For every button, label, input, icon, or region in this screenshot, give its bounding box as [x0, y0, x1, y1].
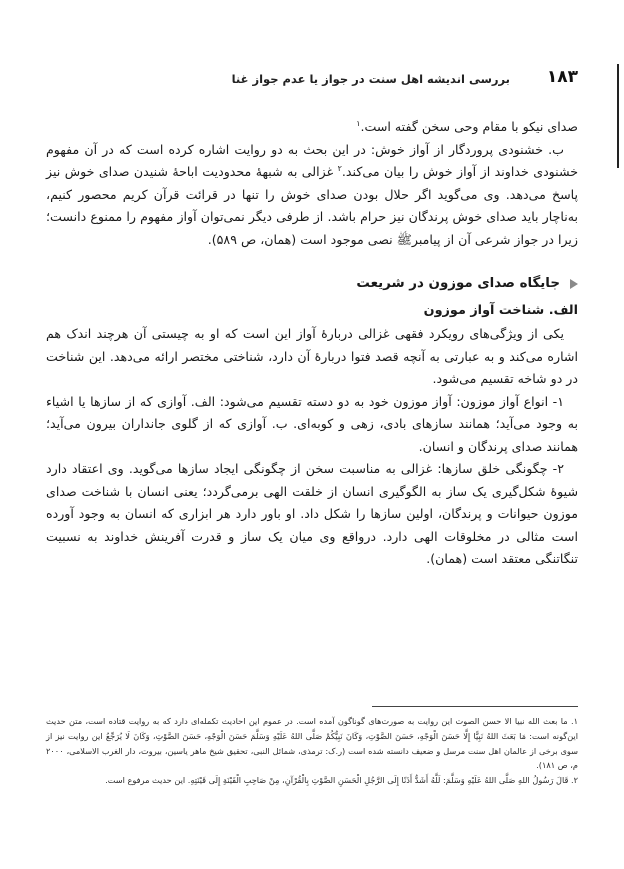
paragraph-divine-pleasure	[46, 139, 578, 252]
paragraph-text-continued: غزالی به شبههٔ محدودیت اباحهٔ شنیدن صدای خوش نیز پاسخ می‌دهد. وی می‌گوید اگر حلال بودن صدای خوش را تنها در قرائت قرآن کریم محصور کنیم، به‌ناچار باید صدای خوش پرندگان نیز حرام باشد. از طرفی دیگر نمی‌توان آواز مفهوم را ممنوع دانست؛ زیرا در جواز شرعی آن از پیامبرﷺ نصی موجود است (همان، ص ۵۸۹).	[46, 164, 578, 247]
page-number: ۱۸۳	[546, 67, 578, 87]
paragraph-voice-revelation	[46, 116, 578, 139]
footnotes	[46, 714, 578, 788]
triangle-bullet-icon	[570, 279, 578, 289]
body-text	[46, 116, 578, 571]
paragraph-ghazali-approach: یکی از ویژگی‌های رویکرد فقهی غزالی دربارهٔ آواز این است که او به چیستی آن هرچند اندک هم اشاره می‌کند و به عبارتی به آنچه قصد فتوا دربارهٔ آن دارد، شناختی مختصر ارائه می‌دهد. این شناخت در دو شاخه تقسیم می‌شود.	[46, 326, 578, 386]
section-heading	[46, 271, 578, 297]
footnote-ref-2[interactable]: ۲	[337, 163, 342, 173]
paragraph-creation-of-instruments: ۲- چگونگی خلق سازها: غزالی به مناسبت سخن از چگونگی ایجاد سازها می‌گوید. وی اعتقاد دارد شیوهٔ شکل‌گیری یک ساز به الگوگیری انسان از خلقت الهی برمی‌گردد؛ یعنی انسان با شناخت صدای موزون حیوانات و پرندگان، اولین سازها را شکل داد. او باور دارد هر ابزاری که انسان به وجود آورده است مثالی در مخلوقات الهی دارد. درواقع وی میان یک ساز و قدرت آفرینش خداوند به نسبیت تنگاتنگی معتقد است (همان).	[46, 461, 578, 566]
paragraph-text: صدای نیکو با مقام وحی سخن گفته است.	[360, 119, 578, 134]
footnote-2: ۲. قَالَ رَسُولُ اللهِ صَلَّى اللهُ عَلَيْهِ وَسَلَّمَ: لَلَّهُ أَشَدُّ أَذَنًا إِلَى الرَّجُلِ الْحَسَنِ الصَّوْتِ بِالْقُرْآنِ، مِنْ صَاحِبِ الْقَيْنَةِ إِلَى قَيْنَتِهِ. این حدیث مرفوع است.	[105, 775, 578, 786]
footnote-divider	[372, 706, 578, 707]
paragraph-types-of-voice: ۱- انواع آواز موزون: آواز موزون خود به دو دسته تقسیم می‌شود: الف. آوازی که از سازها یا اشیاء به وجود می‌آید؛ همانند سازهای بادی، زهی و کوبه‌ای. ب. آوازی که از گلوی جانداران بیرون می‌آید؛ همانند صدای پرندگان و انسان.	[46, 393, 578, 454]
page-header	[108, 64, 578, 92]
footnote-ref-1[interactable]: ۱	[356, 118, 361, 128]
paragraph-text: ب. خشنودی پروردگار از آواز خوش: در این بحث به دو روایت اشاره کرده است که در آن مفهوم خشنودی خداوند از آواز خوش را بیان می‌کند.	[46, 141, 579, 179]
running-title: بررسی اندیشه اهل سنت در جواز یا عدم جواز غنا	[231, 72, 510, 86]
footnote-1: ۱. ما بعث الله نبیا الا حسن الصوت این روایت به صورت‌های گوناگون آمده است. در عموم این احادیث تکمله‌ای دارد که به روایت قتاده است، متن حدیث این‌گونه است: مَا بَعَثَ اللهُ نَبِيًّا إِلَّا حَسَنَ الْوَجْهِ، حَسَنَ الصَّوْتِ، وَكَانَ نَبِيُّكُمْ صَلَّى اللهُ عَلَيْهِ وَسَلَّمَ حَسَنَ الْوَجْهِ، حَسَنَ الصَّوْتِ، وَكَانَ لَا يُرَجِّعُ این روایت نیز از سوی برخی از عالمان اهل سنت مرسل و ضعیف دانسته شده است (ر.ک: ترمذی، شمائل النبی، تحقیق شیخ ماهر یاسین، بیروت، دار الغرب الاسلامی، ۲۰۰۰ م، ص ۱۸۱).	[46, 716, 578, 771]
section-heading-text: جایگاه صدای موزون در شریعت	[356, 276, 560, 291]
subsection-heading: الف. شناخت آواز موزون	[423, 303, 578, 318]
header-vertical-rule	[617, 64, 619, 168]
